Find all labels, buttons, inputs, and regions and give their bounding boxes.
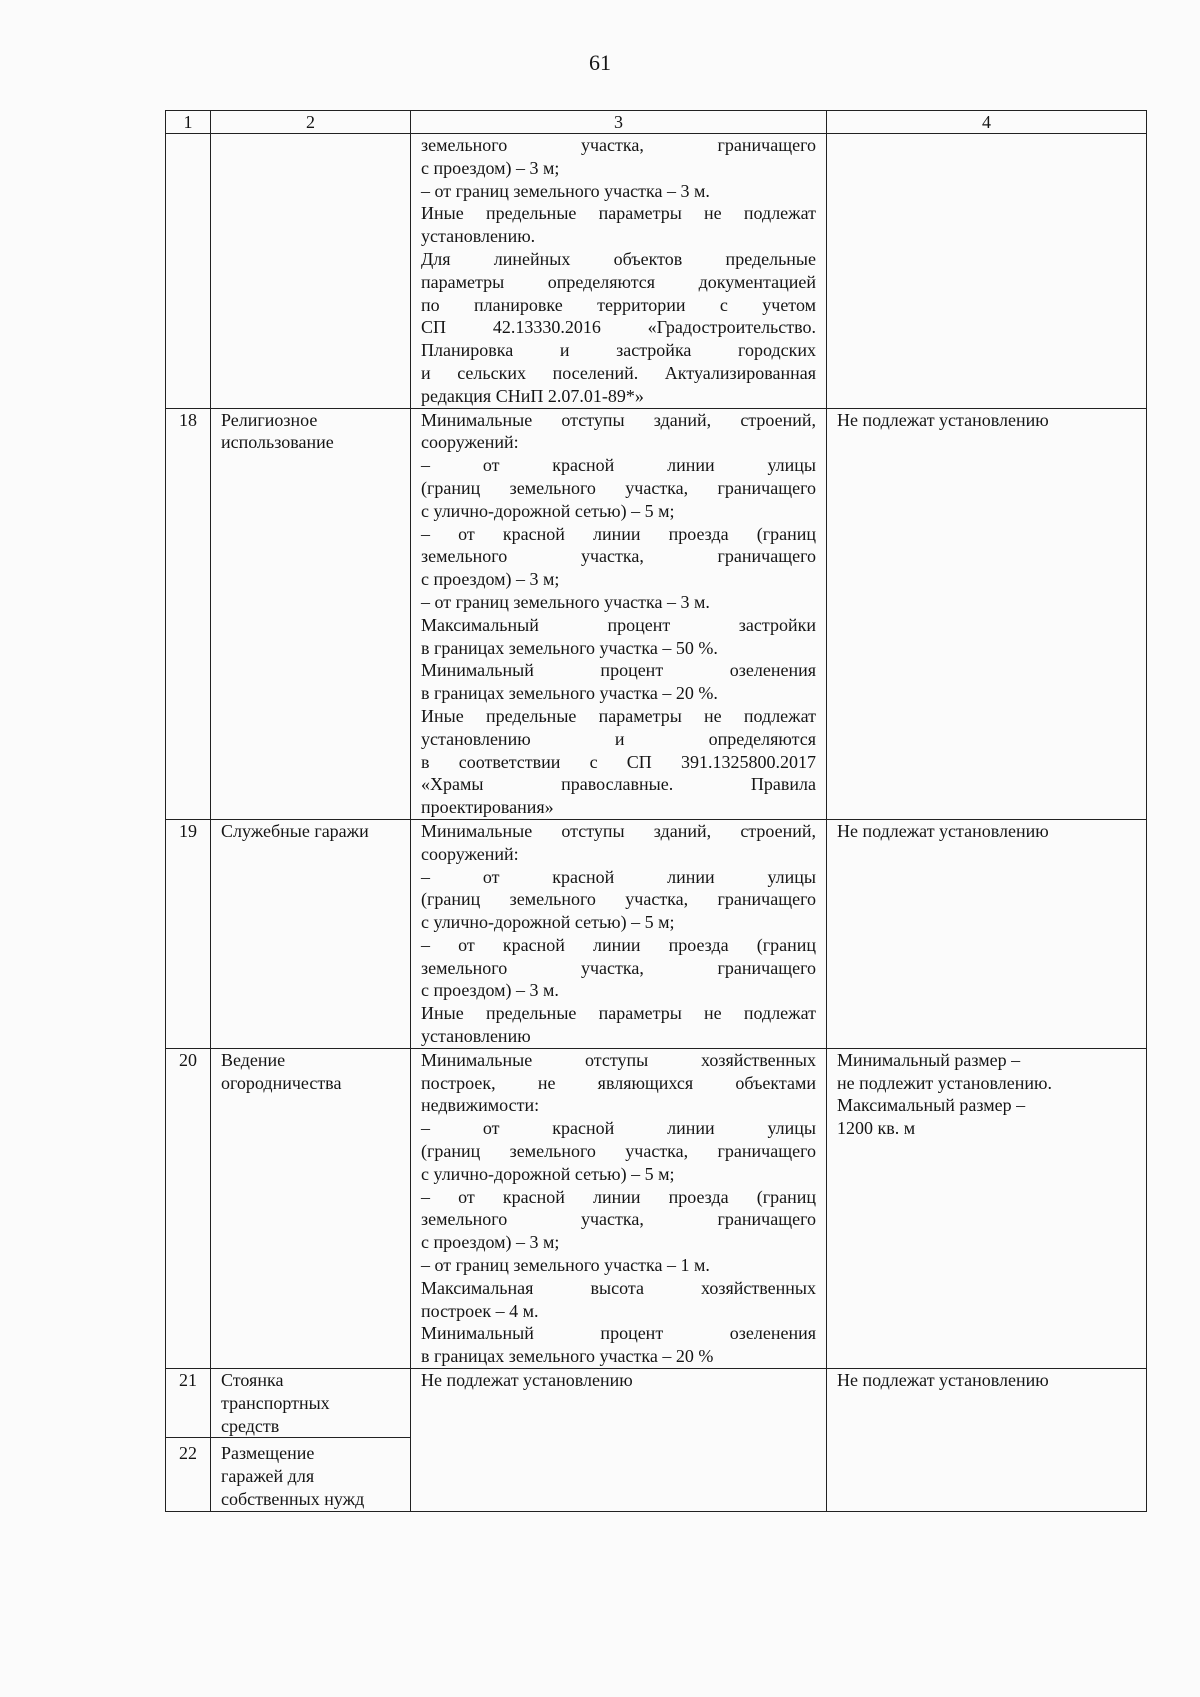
parameters-line: Не подлежат установлению [421, 1370, 633, 1391]
parameters-line: – от красной линии улицы [421, 455, 816, 476]
land-use-name-line: Размещение [221, 1443, 315, 1464]
parameters-line: Минимальный процент озеленения [421, 660, 816, 681]
parameters-cell [411, 408, 827, 819]
parameters-line: параметры определяются документацией [421, 271, 816, 292]
parameters-line: земельного участка, граничащего [421, 135, 816, 155]
parameters-line: редакция СНиП 2.07.01-89*» [421, 385, 644, 406]
land-use-name [211, 134, 411, 409]
parameters-cell [411, 134, 827, 409]
land-use-name [211, 1369, 411, 1438]
parameters-line: с проездом) – 3 м. [421, 980, 559, 1001]
parameters-line: Максимальный процент застройки [421, 614, 816, 635]
parameters-line: земельного участка, граничащего [421, 957, 816, 978]
land-use-name-line: гаражей для [221, 1466, 315, 1487]
parameters-line: Планировка и застройка городских [421, 340, 816, 361]
table-row [166, 1048, 1147, 1368]
parameters-line: построек, не являющихся объектами [421, 1072, 816, 1093]
land-use-name-line: использование [221, 432, 334, 453]
parameters-line: с улично-дорожной сетью) – 5 м; [421, 912, 675, 933]
plot-size-line: не подлежит установлению. [837, 1072, 1052, 1093]
parameters-cell [411, 1369, 827, 1512]
parameters-line: – от красной линии проезда (границ [421, 934, 816, 955]
parameters-line: недвижимости: [421, 1095, 540, 1116]
land-use-name-line: собственных нужд [221, 1489, 365, 1510]
parameters-line: Минимальные отступы зданий, строений, [421, 409, 816, 430]
parameters-line: в границах земельного участка – 20 %. [421, 683, 718, 704]
plot-size-cell [827, 1048, 1147, 1368]
land-use-name [211, 408, 411, 819]
parameters-line: Для линейных объектов предельные [421, 248, 816, 269]
parameters-line: Минимальный процент озеленения [421, 1323, 816, 1344]
parameters-line: с проездом) – 3 м; [421, 157, 560, 178]
parameters-line: – от границ земельного участка – 3 м. [421, 591, 710, 612]
land-use-name-line: Религиозное [221, 409, 318, 430]
parameters-line: в границах земельного участка – 50 %. [421, 637, 718, 658]
parameters-line: – от границ земельного участка – 1 м. [421, 1255, 710, 1276]
parameters-cell [411, 1048, 827, 1368]
row-number: 20 [166, 1048, 211, 1368]
header-cell: 4 [827, 111, 1147, 134]
parameters-line: – от красной линии улицы [421, 866, 816, 887]
plot-size-cell [827, 408, 1147, 819]
parameters-line: – от красной линии улицы [421, 1118, 816, 1139]
parameters-line: Минимальные отступы хозяйственных [421, 1049, 816, 1070]
parameters-line: – от красной линии проезда (границ [421, 1186, 816, 1207]
land-use-name [211, 819, 411, 1048]
parameters-line: Иные предельные параметры не подлежат [421, 203, 816, 224]
parameters-line: с проездом) – 3 м; [421, 569, 560, 590]
parameters-line: в соответствии с СП 391.1325800.2017 [421, 751, 816, 772]
parameters-line: сооружений: [421, 843, 519, 864]
table-row [166, 819, 1147, 1048]
land-use-name-line: Стоянка [221, 1370, 284, 1391]
row-number: 18 [166, 408, 211, 819]
parameters-line: с улично-дорожной сетью) – 5 м; [421, 1163, 675, 1184]
plot-size-line: Максимальный размер – [837, 1095, 1026, 1116]
parameters-line: Максимальная высота хозяйственных [421, 1277, 816, 1298]
parameters-line: Иные предельные параметры не подлежат [421, 705, 816, 726]
row-number: 19 [166, 819, 211, 1048]
table-row [166, 408, 1147, 819]
land-use-name-line: транспортных [221, 1392, 330, 1413]
parameters-line: проектирования» [421, 797, 554, 818]
plot-size-line: Не подлежат установлению [837, 409, 1049, 430]
row-number: 21 [166, 1369, 211, 1438]
parameters-line: и сельских поселений. Актуализированная [421, 362, 816, 383]
land-use-name-line: Служебные гаражи [221, 820, 369, 841]
land-use-name-line: огородничества [221, 1072, 342, 1093]
parameters-line: СП 42.13330.2016 «Градостроительство. [421, 317, 816, 338]
plot-size-line: 1200 кв. м [837, 1118, 916, 1139]
parameters-cell [411, 819, 827, 1048]
parameters-line: установлению. [421, 226, 536, 247]
parameters-line: сооружений: [421, 432, 519, 453]
parameters-line: «Храмы православные. Правила [421, 774, 816, 795]
parameters-line: с проездом) – 3 м; [421, 1232, 560, 1253]
regulations-table [165, 110, 1147, 1512]
parameters-line: Минимальные отступы зданий, строений, [421, 820, 816, 841]
land-use-name [211, 1048, 411, 1368]
land-use-name [211, 1438, 411, 1512]
plot-size-cell [827, 1369, 1147, 1512]
parameters-line: (границ земельного участка, граничащего [421, 1141, 816, 1162]
parameters-line: земельного участка, граничащего [421, 546, 816, 567]
parameters-line: построек – 4 м. [421, 1300, 539, 1321]
parameters-line: по планировке территории с учетом [421, 294, 816, 315]
parameters-line: с улично-дорожной сетью) – 5 м; [421, 500, 675, 521]
parameters-line: установлению [421, 1026, 531, 1047]
header-cell: 1 [166, 111, 211, 134]
parameters-line: (границ земельного участка, граничащего [421, 889, 816, 910]
plot-size-line: Не подлежат установлению [837, 820, 1049, 841]
header-cell: 3 [411, 111, 827, 134]
page-number: 61 [589, 50, 611, 75]
parameters-line: – от границ земельного участка – 3 м. [421, 180, 710, 201]
header-cell: 2 [211, 111, 411, 134]
parameters-line: земельного участка, граничащего [421, 1209, 816, 1230]
plot-size-cell [827, 134, 1147, 409]
parameters-line: – от красной линии проезда (границ [421, 523, 816, 544]
parameters-line: в границах земельного участка – 20 % [421, 1346, 714, 1367]
row-number [166, 134, 211, 409]
row-number: 22 [166, 1438, 211, 1512]
table-row [166, 134, 1147, 409]
land-use-name-line: средств [221, 1415, 280, 1436]
table-row [166, 1369, 1147, 1438]
parameters-line: (границ земельного участка, граничащего [421, 477, 816, 498]
parameters-line: установлению и определяются [421, 728, 816, 749]
parameters-line: Иные предельные параметры не подлежат [421, 1003, 816, 1024]
land-use-name-line: Ведение [221, 1049, 286, 1070]
plot-size-cell [827, 819, 1147, 1048]
table-header-row [166, 111, 1147, 134]
plot-size-line: Не подлежат установлению [837, 1370, 1049, 1391]
plot-size-line: Минимальный размер – [837, 1049, 1021, 1070]
